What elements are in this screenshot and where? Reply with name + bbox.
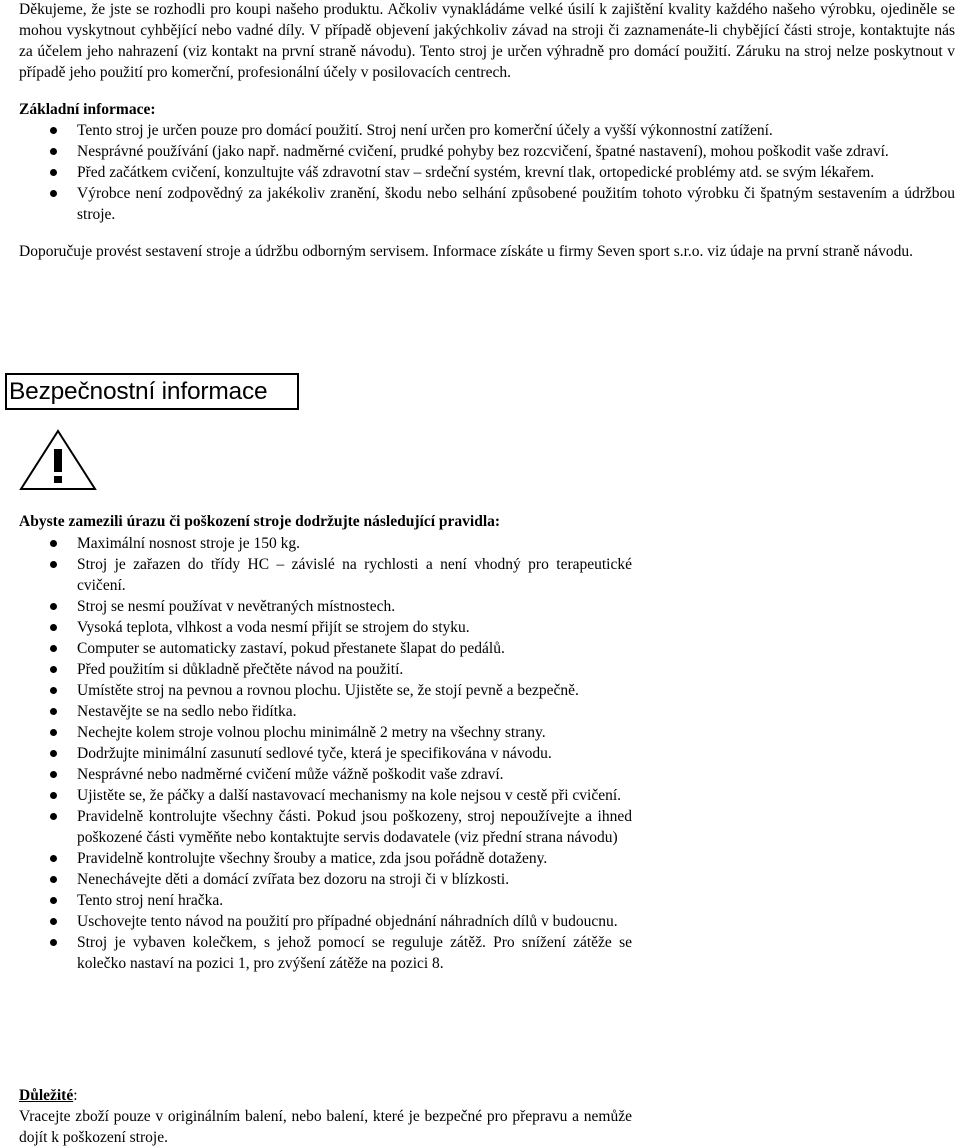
list-item: Výrobce není zodpovědný za jakékoliv zranění, škodu nebo selhání způsobené použitím tohoto výrobku či špatným sestavením a údržbou stroje.: [19, 183, 955, 225]
list-item: Před použitím si důkladně přečtěte návod na použití.: [19, 659, 632, 680]
list-item: Dodržujte minimální zasunutí sedlové tyče, která je specifikována v návodu.: [19, 743, 632, 764]
important-note: [19, 1085, 632, 1148]
safety-rules-heading: Abyste zamezili úrazu či poškození stroje dodržujte následující pravidla:: [19, 513, 501, 530]
list-item: Stroj se nesmí používat v nevětraných místnostech.: [19, 596, 632, 617]
list-item: Stroj je zařazen do třídy HC – závislé na rychlosti a není vhodný pro terapeutické cvičení.: [19, 554, 632, 596]
warning-triangle-icon: [18, 428, 98, 498]
basic-info-heading: Základní informace:: [19, 101, 156, 118]
document-page: [19, 0, 955, 262]
list-item: Tento stroj je určen pouze pro domácí použití. Stroj není určen pro komerční účely a vyšší výkonnostní zatížení.: [19, 120, 955, 141]
list-item: Nechejte kolem stroje volnou plochu minimálně 2 metry na všechny strany.: [19, 722, 632, 743]
list-item: Computer se automaticky zastaví, pokud přestanete šlapat do pedálů.: [19, 638, 632, 659]
list-item: Nenechávejte děti a domácí zvířata bez dozoru na stroji či v blízkosti.: [19, 869, 632, 890]
list-item: Vysoká teplota, vlhkost a voda nesmí přijít se strojem do styku.: [19, 617, 632, 638]
service-note: Doporučuje provést sestavení stroje a údržbu odborným servisem. Informace získáte u firmy Seven sport s.r.o. viz údaje na první straně návodu.: [19, 243, 914, 260]
intro-paragraph: Děkujeme, že jste se rozhodli pro koupi našeho produktu. Ačkoliv vynakládáme velké úsilí k zajištění kvality každého našeho výrobku, ojediněle se mohou vyskytnout cyhbějící nebo vadné díly. V případě objevení jakýchkoliv závad na stroji či zaznamenáte-li chybějící části stroje, kontaktujte nás za účelem jeho nahrazení (viz kontakt na první straně návodu). Tento stroj je určen výhradně pro domácí použití. Záruku na stroj nelze poskytnout v případě jeho použití pro komerční, profesionální účely v posilovacích centrech.: [19, 1, 955, 81]
important-text: Vracejte zboží pouze v originálním balení, nebo balení, které je bezpečné pro přepravu a nemůže dojít k poškození stroje.: [19, 1108, 632, 1146]
safety-rules-list: [19, 533, 632, 974]
list-item: Nestavějte se na sedlo nebo řidítka.: [19, 701, 632, 722]
list-item: Pravidelně kontrolujte všechny části. Pokud jsou poškozeny, stroj nepoužívejte a ihned poškozené části vyměňte nebo kontaktujte servis dodavatele (viz přední strana návodu): [19, 806, 632, 848]
list-item: Maximální nosnost stroje je 150 kg.: [19, 533, 632, 554]
important-heading: [19, 1085, 632, 1106]
list-item: Stroj je vybaven kolečkem, s jehož pomocí se reguluje zátěž. Pro snížení zátěže se kolečko nastaví na pozici 1, pro zvýšení zátěže na pozici 8.: [19, 932, 632, 974]
list-item: Uschovejte tento návod na použití pro případné objednání náhradních dílů v budoucnu.: [19, 911, 632, 932]
list-item: Pravidelně kontrolujte všechny šrouby a matice, zda jsou pořádně dotaženy.: [19, 848, 632, 869]
list-item: Nesprávné nebo nadměrné cvičení může vážně poškodit vaše zdraví.: [19, 764, 632, 785]
list-item: Před začátkem cvičení, konzultujte váš zdravotní stav – srdeční systém, krevní tlak, ortopedické problémy atd. se svým lékařem.: [19, 162, 955, 183]
list-item: Umístěte stroj na pevnou a rovnou plochu. Ujistěte se, že stojí pevně a bezpečně.: [19, 680, 632, 701]
basic-info-list: [19, 120, 955, 225]
important-label: Důležité: [19, 1087, 74, 1104]
list-item: Tento stroj není hračka.: [19, 890, 632, 911]
important-colon: :: [73, 1087, 78, 1104]
section-title-safety: Bezpečnostní informace: [5, 373, 299, 410]
list-item: Ujistěte se, že páčky a další nastavovací mechanismy na kole nejsou v cestě při cvičení.: [19, 785, 632, 806]
list-item: Nesprávné používání (jako např. nadměrné cvičení, prudké pohyby bez rozcvičení, špatné nastavení), mohou poškodit vaše zdraví.: [19, 141, 955, 162]
